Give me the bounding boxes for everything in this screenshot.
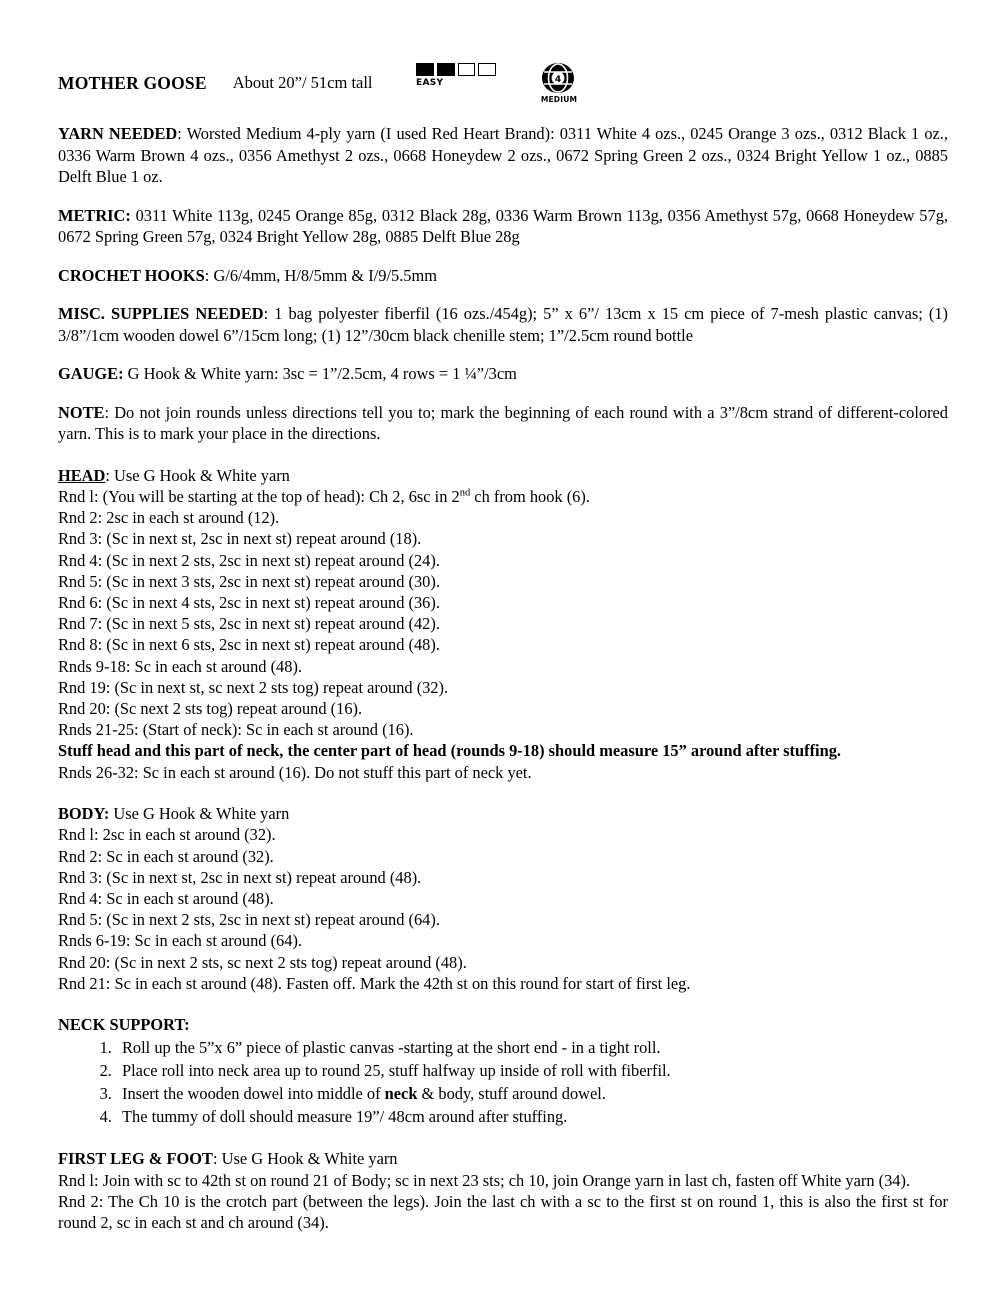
skill-square-filled-2	[437, 63, 455, 76]
head-round-line: Rnd 2: 2sc in each st around (12).	[58, 508, 280, 528]
head-round-line: Rnds 9-18: Sc in each st around (48).	[58, 656, 302, 676]
body-section-title-rest: Use G Hook & White yarn	[109, 803, 290, 823]
body-round-line: Rnd 21: Sc in each st around (48). Fasten off. Mark the 42th st on this round for start of first leg.	[58, 973, 691, 993]
skill-level-label: EASY	[416, 78, 444, 88]
first-leg-section	[58, 1148, 948, 1233]
first-leg-round-line: Rnd 2: The Ch 10 is the crotch part (between the legs). Join the last ch with a sc to the first st on round 1, this is also the first st for round 2, sc in each st and ch around (34).	[58, 1192, 948, 1233]
head-final-line: Rnds 26-32: Sc in each st around (16). Do not stuff this part of neck yet.	[58, 762, 532, 782]
skill-level-indicator	[416, 62, 496, 88]
document-header	[58, 62, 948, 106]
neck-support-title: NECK SUPPORT	[58, 1014, 185, 1034]
step-text: Roll up the 5”x 6” piece of plastic canvas -starting at the short end - in a tight roll.	[122, 1038, 661, 1058]
step-text: Place roll into neck area up to round 25, stuff halfway up inside of roll with fiberfil.	[122, 1061, 671, 1081]
head-round-line: Rnd 4: (Sc in next 2 sts, 2sc in next st) repeat around (24).	[58, 550, 440, 570]
head-round-line: Rnd 20: (Sc next 2 sts tog) repeat around (16).	[58, 699, 363, 719]
body-round-line: Rnd 20: (Sc in next 2 sts, sc next 2 sts tog) repeat around (48).	[58, 952, 467, 972]
head-section-heading	[58, 465, 948, 487]
neck-support-heading	[58, 1014, 948, 1036]
step-text-bold: neck	[384, 1084, 418, 1104]
svg-text:4: 4	[554, 75, 562, 86]
gauge-label: GAUGE:	[58, 364, 124, 383]
head-round-line: Rnds 21-25: (Start of neck): Sc in each st around (16).	[58, 720, 414, 740]
head-round-1-pre: Rnd l: (You will be starting at the top of head): Ch 2, 6sc in 2	[58, 487, 460, 506]
yarn-weight-icon	[536, 60, 580, 96]
yarn-weight-label: MEDIUM	[540, 95, 578, 104]
page-title: MOTHER GOOSE	[58, 73, 207, 93]
head-section-title: HEAD	[58, 465, 106, 485]
misc-supplies-text: : 1 bag polyester fiberfil (16 ozs./454g); 5” x 6”/ 13cm x 15 cm piece of 7-mesh plastic canvas; (1) 3/8”/1cm wooden dowel 6”/15cm long; (1) 12”/30cm black chenille stem; 1”/2.5cm round bottle	[58, 304, 948, 345]
head-round-line: Rnd 5: (Sc in next 3 sts, 2sc in next st) repeat around (30).	[58, 571, 440, 591]
note-paragraph	[58, 402, 948, 445]
crochet-hooks-text: : G/6/4mm, H/8/5mm & I/9/5.5mm	[204, 265, 438, 285]
body-section-heading	[58, 803, 948, 825]
neck-support-section	[58, 1014, 948, 1129]
list-item	[116, 1106, 948, 1128]
body-round-line: Rnd 4: Sc in each st around (48).	[58, 888, 274, 908]
first-leg-heading	[58, 1148, 948, 1170]
yarn-needed-text: : Worsted Medium 4-ply yarn (I used Red Heart Brand): 0311 White 4 ozs., 0245 Orange 3 ozs., 0312 Black 1 oz., 0336 Warm Brown 4 ozs., 0356 Amethyst 2 ozs., 0668 Honeydew 2 ozs., 0672 Spring Green 2 ozs., 0324 Bright Yellow 1 oz., 0885 Delft Blue 1 oz.	[58, 124, 948, 186]
head-round-1	[58, 486, 948, 507]
document-content	[58, 62, 948, 1234]
body-section-title: BODY:	[58, 803, 110, 823]
body-section	[58, 803, 948, 994]
body-round-line: Rnd 5: (Sc in next 2 sts, 2sc in next st) repeat around (64).	[58, 910, 440, 930]
metric-text: 0311 White 113g, 0245 Orange 85g, 0312 Black 28g, 0336 Warm Brown 113g, 0356 Amethyst 57g, 0668 Honeydew 57g, 0672 Spring Green 57g, 0324 Bright Yellow 28g, 0885 Delft Blue 28g	[58, 205, 948, 246]
body-round-line: Rnd l: 2sc in each st around (32).	[58, 825, 276, 845]
head-round-line: Rnd 6: (Sc in next 4 sts, 2sc in next st) repeat around (36).	[58, 593, 440, 613]
head-round-line: Rnd 7: (Sc in next 5 sts, 2sc in next st) repeat around (42).	[58, 614, 440, 634]
list-item	[116, 1083, 948, 1105]
head-round-line: Rnd 8: (Sc in next 6 sts, 2sc in next st) repeat around (48).	[58, 635, 440, 655]
neck-support-steps	[58, 1037, 948, 1128]
head-stuffing-note: Stuff head and this part of neck, the center part of head (rounds 9-18) should measure 15” around after stuffing.	[58, 741, 842, 761]
note-text: : Do not join rounds unless directions tell you to; mark the beginning of each round with a 3”/8cm strand of different-colored yarn. This is to mark your place in the directions.	[58, 402, 948, 443]
doc-subtitle: About 20”/ 51cm tall	[232, 73, 373, 92]
step-text-post: & body, stuff around dowel.	[417, 1084, 606, 1104]
skill-square-filled-1	[416, 63, 434, 76]
first-leg-title-rest: : Use G Hook & White yarn	[212, 1149, 398, 1169]
list-item	[116, 1037, 948, 1059]
first-leg-round-line: Rnd l: Join with sc to 42th st on round 21 of Body; sc in next 23 sts; ch 10, join Orange yarn in last ch, fasten off White yarn (34).	[58, 1170, 911, 1190]
misc-supplies-paragraph	[58, 303, 948, 346]
body-round-line: Rnd 3: (Sc in next st, 2sc in next st) repeat around (48).	[58, 867, 422, 887]
gauge-paragraph	[58, 363, 948, 385]
step-text: Insert the wooden dowel into middle of	[122, 1084, 385, 1104]
skill-square-open-1	[458, 63, 476, 76]
neck-support-title-rest: :	[184, 1014, 190, 1034]
metric-label: METRIC:	[58, 205, 131, 225]
skill-level-squares	[416, 62, 496, 76]
yarn-needed-paragraph	[58, 123, 948, 188]
body-round-line: Rnd 2: Sc in each st around (32).	[58, 846, 274, 866]
step-text: The tummy of doll should measure 19”/ 48cm around after stuffing.	[122, 1107, 568, 1127]
skill-square-open-2	[478, 63, 496, 76]
first-leg-title: FIRST LEG & FOOT	[58, 1149, 213, 1169]
list-item	[116, 1060, 948, 1082]
gauge-text: G Hook & White yarn: 3sc = 1”/2.5cm, 4 rows = 1 ¼”/3cm	[123, 364, 517, 383]
head-round-1-sup: nd	[459, 487, 471, 499]
misc-supplies-label: MISC. SUPPLIES NEEDED	[58, 304, 264, 323]
head-round-line: Rnd 3: (Sc in next st, 2sc in next st) repeat around (18).	[58, 529, 422, 549]
head-section-title-rest: : Use G Hook & White yarn	[105, 465, 290, 485]
yarn-needed-label: YARN NEEDED	[58, 124, 178, 143]
head-round-1-post: ch from hook (6).	[470, 487, 590, 506]
note-label: NOTE	[58, 402, 105, 422]
metric-paragraph	[58, 205, 948, 248]
head-round-line: Rnd 19: (Sc in next st, sc next 2 sts tog) repeat around (32).	[58, 677, 449, 697]
crochet-hooks-paragraph	[58, 265, 948, 287]
crochet-hooks-label: CROCHET HOOKS	[58, 265, 205, 285]
body-round-line: Rnds 6-19: Sc in each st around (64).	[58, 931, 302, 951]
head-section	[58, 465, 948, 783]
